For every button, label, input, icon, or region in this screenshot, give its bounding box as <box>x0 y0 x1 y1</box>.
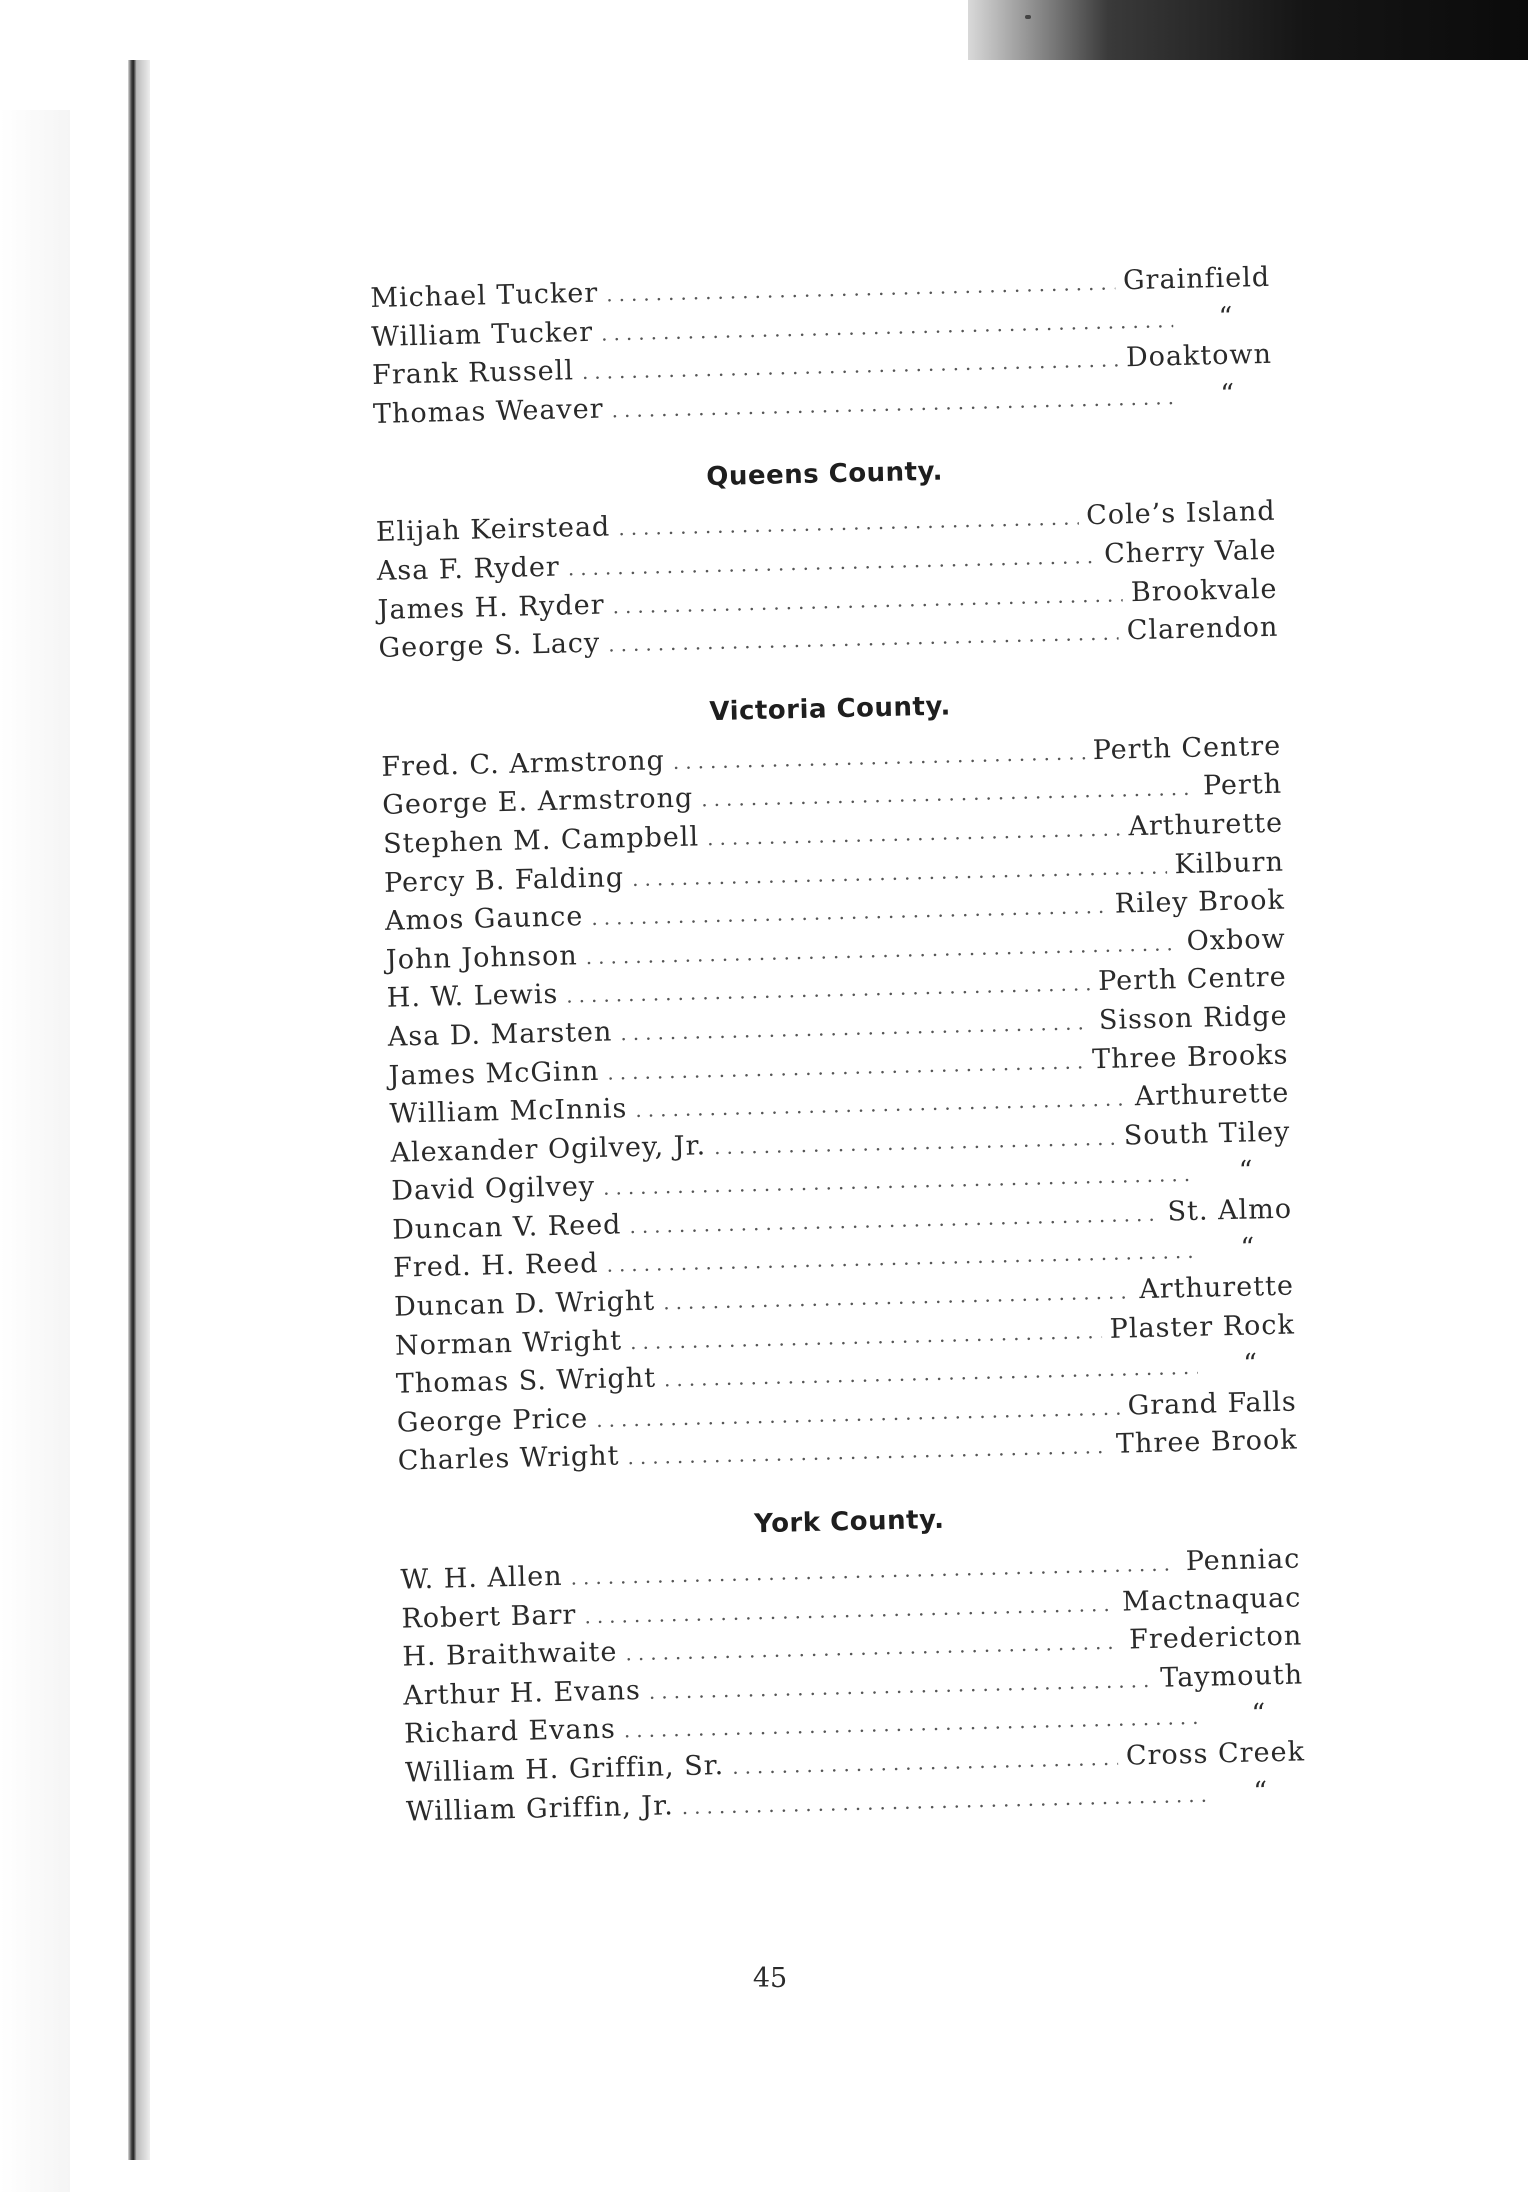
member-place: Oxbow <box>1186 923 1287 957</box>
member-name: William Griffin, Jr. <box>405 1789 675 1828</box>
member-name: Stephen M. Campbell <box>382 821 700 860</box>
member-name: Frank Russell <box>371 355 575 392</box>
member-name: George E. Armstrong <box>381 782 694 822</box>
member-name: W. H. Allen <box>400 1560 563 1596</box>
dot-leader <box>611 385 1175 422</box>
member-name: Amos Gaunce <box>384 901 584 937</box>
dot-leader <box>649 1668 1153 1704</box>
dot-leader <box>630 1319 1102 1354</box>
member-name: Charles Wright <box>397 1440 620 1478</box>
member-name: William Tucker <box>370 316 594 353</box>
dust-speck <box>1025 15 1031 19</box>
member-place: Cross Creek <box>1125 1736 1306 1772</box>
member-place: Three Brook <box>1115 1424 1298 1461</box>
membership-list <box>370 262 1309 1963</box>
ditto-mark: “ <box>1218 301 1234 333</box>
ditto-mark: “ <box>1240 1232 1256 1265</box>
member-place: Perth <box>1202 768 1283 802</box>
member-name: James H. Ryder <box>377 589 605 626</box>
member-name: Norman Wright <box>394 1325 623 1362</box>
dot-leader <box>664 1355 1198 1392</box>
dot-leader <box>625 1630 1121 1666</box>
member-place: Arthurette <box>1128 807 1284 843</box>
member-place: Three Brooks <box>1091 1039 1289 1075</box>
ditto-mark: “ <box>1242 1348 1259 1380</box>
dot-leader <box>596 1395 1120 1431</box>
dot-leader <box>584 1591 1114 1627</box>
member-name: Elijah Keirstead <box>375 511 611 549</box>
member-place: Fredericton <box>1128 1620 1303 1656</box>
dot-leader <box>601 308 1174 345</box>
dot-leader <box>612 582 1123 618</box>
member-name: Michael Tucker <box>370 277 599 314</box>
member-place: Riley Brook <box>1114 884 1286 920</box>
member-name: George Price <box>396 1403 589 1439</box>
county-heading: Victoria County. <box>709 691 952 727</box>
member-name: David Ogilvey <box>391 1171 596 1208</box>
dot-leader <box>582 348 1119 385</box>
member-name: Arthur H. Evans <box>402 1674 642 1712</box>
member-place: Grainfield <box>1122 261 1271 297</box>
ditto-mark: “ <box>1253 1775 1269 1808</box>
dot-leader <box>618 506 1079 541</box>
dot-leader <box>663 1279 1132 1314</box>
member-name: Thomas S. Wright <box>395 1362 657 1400</box>
member-name: Robert Barr <box>401 1599 577 1635</box>
dot-leader <box>620 1010 1091 1045</box>
dot-leader <box>608 621 1119 657</box>
member-place: Cherry Vale <box>1103 534 1277 570</box>
member-name: Duncan D. Wright <box>393 1285 656 1323</box>
ditto-mark: “ <box>1238 1155 1254 1188</box>
member-place: Doaktown <box>1125 338 1273 374</box>
dot-leader <box>673 740 1086 774</box>
facing-page-edge <box>0 0 70 2192</box>
book-spine-edge <box>128 60 137 2160</box>
member-place: Penniac <box>1185 1543 1301 1578</box>
county-heading: York County. <box>753 1504 945 1540</box>
member-name: William McInnis <box>389 1093 628 1130</box>
member-name: John Johnson <box>385 940 579 976</box>
member-name: William H. Griffin, Sr. <box>404 1750 725 1789</box>
member-place: St. Almo <box>1167 1193 1293 1228</box>
dot-leader <box>707 816 1121 850</box>
member-name: Asa F. Ryder <box>376 551 561 587</box>
county-section <box>374 438 1279 672</box>
county-section <box>380 672 1298 1484</box>
dot-leader <box>568 544 1097 580</box>
dot-leader <box>607 1049 1084 1084</box>
member-name: Duncan V. Reed <box>391 1209 622 1246</box>
member-place: Brookvale <box>1130 573 1278 608</box>
member-name: H. Braithwaite <box>402 1636 618 1673</box>
member-place: Perth Centre <box>1092 730 1282 766</box>
member-place: Plaster Rock <box>1109 1309 1296 1345</box>
dot-leader <box>627 1434 1108 1469</box>
member-place: Sisson Ridge <box>1098 1000 1288 1036</box>
member-name: George S. Lacy <box>378 627 601 665</box>
member-place: Clarendon <box>1126 611 1279 647</box>
member-name: Asa D. Marsten <box>387 1016 613 1053</box>
county-section <box>399 1485 1306 1834</box>
member-name: Fred. C. Armstrong <box>381 744 666 783</box>
ditto-mark: “ <box>1251 1698 1267 1731</box>
dot-leader <box>632 854 1167 891</box>
member-place: Taymouth <box>1159 1659 1304 1694</box>
dot-leader <box>635 1086 1127 1122</box>
member-name: Alexander Ogilvey, Jr. <box>390 1130 707 1169</box>
member-place: South Tiley <box>1123 1116 1291 1152</box>
member-name: James McGinn <box>388 1055 600 1092</box>
dot-leader <box>566 972 1091 1008</box>
member-name: H. W. Lewis <box>386 979 559 1015</box>
member-place: Mactnaquac <box>1121 1582 1302 1618</box>
dot-leader <box>624 1705 1207 1743</box>
county-section <box>370 262 1273 438</box>
dot-leader <box>732 1746 1118 1779</box>
county-heading: Queens County. <box>705 456 944 493</box>
dot-leader <box>681 1782 1208 1818</box>
member-name: Percy B. Falding <box>383 861 625 899</box>
member-place: Cole’s Island <box>1085 496 1277 532</box>
member-place: Perth Centre <box>1097 961 1287 998</box>
member-place: Grand Falls <box>1127 1386 1297 1422</box>
ditto-mark: “ <box>1220 378 1236 410</box>
member-name: Richard Evans <box>403 1714 617 1750</box>
dot-leader <box>606 270 1115 306</box>
member-place: Arthurette <box>1134 1077 1290 1113</box>
dot-leader <box>591 894 1107 930</box>
dot-leader <box>714 1125 1116 1158</box>
member-name: Thomas Weaver <box>372 393 604 430</box>
page-number: 45 <box>752 1963 788 1994</box>
member-name: Fred. H. Reed <box>392 1248 599 1285</box>
dot-leader <box>570 1551 1178 1589</box>
dot-leader <box>701 776 1195 812</box>
dot-leader <box>629 1202 1160 1238</box>
member-place: Arthurette <box>1138 1270 1295 1306</box>
member-place: Kilburn <box>1174 846 1285 880</box>
